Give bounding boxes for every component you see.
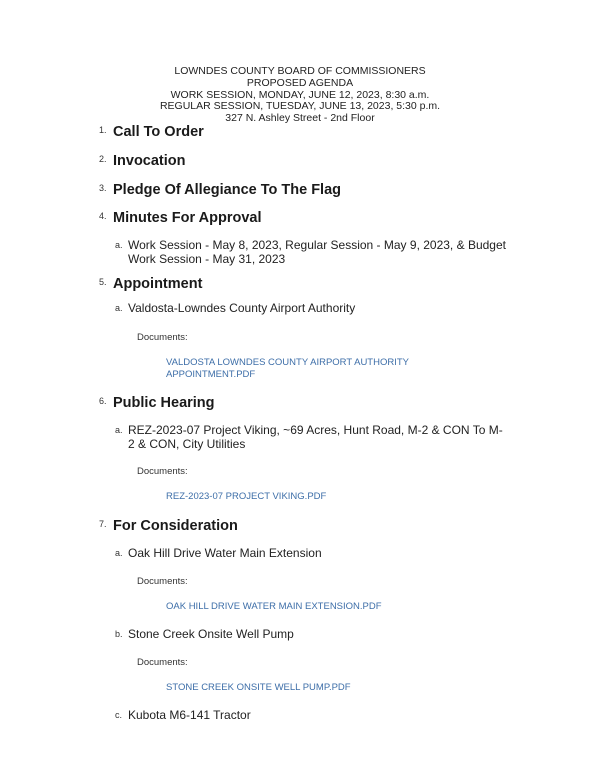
header-work-session: WORK SESSION, MONDAY, JUNE 12, 2023, 8:30 a.m. xyxy=(170,88,430,101)
agenda-header xyxy=(0,66,600,125)
documents-label: Documents: xyxy=(137,576,188,587)
documents-label: Documents: xyxy=(137,657,188,668)
sub-item-rez-text: REZ-2023-07 Project Viking, ~69 Acres, Hunt Road, M-2 & CON To M-2 & CON, City Utilities xyxy=(128,423,503,451)
sub-item-kubota-text: Kubota M6-141 Tractor xyxy=(128,708,251,722)
item-title-for-consideration: For Consideration xyxy=(113,518,238,534)
item-title-call-to-order: Call To Order xyxy=(113,124,204,140)
sub-item-letter: a. xyxy=(115,548,123,558)
item-title-public-hearing: Public Hearing xyxy=(113,395,215,411)
sub-item-stone-creek-text: Stone Creek Onsite Well Pump xyxy=(128,627,294,641)
item-title-appointment: Appointment xyxy=(113,276,203,292)
sub-item-letter: b. xyxy=(115,629,123,639)
document-link-stone-creek[interactable]: STONE CREEK ONSITE WELL PUMP.PDF xyxy=(166,682,351,693)
sub-item-oak-hill-text: Oak Hill Drive Water Main Extension xyxy=(128,546,322,560)
sub-item-letter: a. xyxy=(115,425,123,435)
header-regular-session: REGULAR SESSION, TUESDAY, JUNE 13, 2023, 5:30 p.m. xyxy=(159,100,441,113)
sub-item-letter: a. xyxy=(115,240,123,250)
document-link-airport[interactable]: VALDOSTA LOWNDES COUNTY AIRPORT AUTHORITY APPOINTMENT.PDF xyxy=(166,357,409,380)
item-number: 1. xyxy=(99,125,107,135)
header-board-name: LOWNDES COUNTY BOARD OF COMMISSIONERS xyxy=(174,65,426,77)
item-title-invocation: Invocation xyxy=(113,153,186,169)
documents-label: Documents: xyxy=(137,466,188,477)
item-number: 7. xyxy=(99,519,107,529)
sub-item-letter: a. xyxy=(115,303,123,313)
header-address: 327 N. Ashley Street - 2nd Floor xyxy=(225,112,375,125)
header-agenda-type: PROPOSED AGENDA xyxy=(246,76,354,89)
documents-label: Documents: xyxy=(137,332,188,343)
item-title-pledge: Pledge Of Allegiance To The Flag xyxy=(113,182,342,198)
sub-item-airport-text: Valdosta-Lowndes County Airport Authority xyxy=(128,301,356,315)
item-number: 5. xyxy=(99,277,107,287)
item-number: 2. xyxy=(99,154,107,164)
item-number: 6. xyxy=(99,396,107,406)
item-number: 3. xyxy=(99,183,107,193)
document-link-rez[interactable]: REZ-2023-07 PROJECT VIKING.PDF xyxy=(166,491,327,502)
item-title-minutes: Minutes For Approval xyxy=(113,210,262,226)
sub-item-letter: c. xyxy=(115,710,123,720)
item-number: 4. xyxy=(99,211,107,221)
document-link-oak-hill[interactable]: OAK HILL DRIVE WATER MAIN EXTENSION.PDF xyxy=(166,601,382,612)
sub-item-minutes-text: Work Session - May 8, 2023, Regular Session - May 9, 2023, & Budget Work Session - May 31, 2023 xyxy=(128,238,506,266)
